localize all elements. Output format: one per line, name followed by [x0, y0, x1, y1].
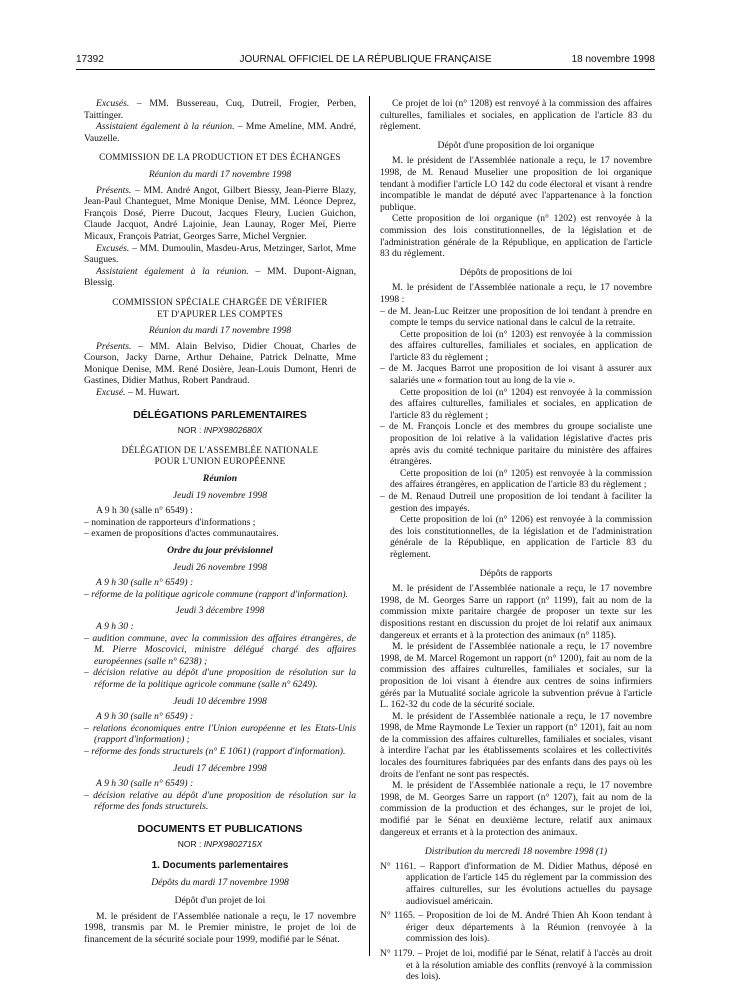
agenda-list: [84, 517, 356, 540]
meeting-time: A 9 h 30 :: [96, 620, 134, 632]
reunion-heading: Réunion: [202, 473, 238, 485]
right-column: [380, 98, 652, 983]
rapport-paragraph: M. le président de l'Assemblée nationale a reçu, le 17 novembre 1998, de M. Marcel Rogemont un rapport (n° 1200), fait au nom de la commission des affaires culturelles, familiales et sociales, sur la proposition de loi visant à étendre aux centres de soins infirmiers gérés par la Mutualité sociale agricole la subvention prévue à l'article L. 162-32 du code de la sécurité sociale.: [380, 641, 652, 711]
agenda-list: [84, 723, 356, 758]
agenda-item: – décision relative au dépôt d'une proposition de résolution sur la réforme des fonds structurels.: [84, 789, 356, 813]
nor-reference: [84, 425, 356, 437]
distribution-item: N° 1179. – Projet de loi, modifié par le Sénat, relatif à l'accès au droit et à la résolution amiable des conflits (renvoyé à la commission des lois).: [380, 947, 652, 983]
meeting-time: A 9 h 30 (salle n° 6549) :: [96, 577, 194, 589]
commission-speciale-title: [84, 297, 356, 320]
assistaient-text: – MM. Dupont-Aignan, Blessig.: [84, 265, 356, 289]
presents-lead: Présents.: [96, 184, 132, 196]
delegations-heading: DÉLÉGATIONS PARLEMENTAIRES: [133, 408, 307, 421]
agenda-list: [84, 589, 356, 601]
agenda-item: – nomination de rapporteurs d'informations ;: [84, 516, 256, 528]
excuses-paragraph: [84, 243, 356, 266]
proposition-renvoi: Cette proposition de loi (n° 1205) est renvoyée à la commission des affaires étrangères, en application de l'article 83 du règlement ;: [390, 467, 652, 491]
page-header: [76, 54, 655, 68]
assistaient-paragraph: [84, 121, 356, 144]
agenda-item: – réforme de la politique agricole commune (rapport d'information).: [84, 588, 348, 600]
excuses-text: – MM. Bussereau, Cuq, Dutreil, Frogier, Perben, Taittinger.: [84, 98, 356, 121]
proposition-renvoi: Cette proposition de loi (n° 1204) est renvoyée à la commission des affaires culturelles, familiales et sociales, en application de l'article 83 du règlement ;: [390, 386, 652, 421]
proposition-renvoi: Cette proposition de loi (n° 1203) est renvoyée à la commission des affaires culturelles, familiales et sociales, en application de l'article 83 du règlement ;: [390, 328, 652, 363]
nor-reference: [84, 839, 356, 851]
meeting-date: Jeudi 17 décembre 1998: [173, 762, 267, 774]
excuse-lead: Excusé.: [96, 387, 126, 399]
excuses-paragraph: [84, 98, 356, 121]
distribution-item: N° 1161. – Rapport d'information de M. Didier Mathus, déposé en application de l'article 145 du règlement par la commission des affaires culturelles, sur les évolutions actuelles du paysage audiovisuel américain.: [380, 860, 652, 907]
plo-renvoi: Cette proposition de loi organique (n° 1202) est renvoyée à la commission des lois constitutionnelles, de la législation et de l'administration générale de la République, en application de l'article 83 du règlement.: [380, 213, 652, 260]
left-column: [84, 98, 356, 946]
proposition-item: – de M. Renaud Dutreil une proposition de loi tendant à faciliter la gestion des impayés.: [380, 491, 652, 514]
delegation-title-line: DÉLÉGATION DE L'ASSEMBLÉE NATIONALE: [121, 444, 319, 455]
delegation-title-line: POUR L'UNION EUROPÉENNE: [154, 456, 286, 467]
rapport-paragraph: M. le président de l'Assemblée nationale a reçu, le 17 novembre 1998, de M. Georges Sarre un rapport (n° 1199), fait au nom de la commission mixte paritaire chargée de proposer un texte sur les dispositions restant en discussion du projet de loi relatif aux animaux dangereux et errants et à la protection des animaux (n° 1185).: [380, 583, 652, 641]
proposition-renvoi: Cette proposition de loi (n° 1206) est renvoyée à la commission des lois constitutionnelles, de la législation et de l'administration générale de la République, en application de l'article 83 du règlement.: [390, 514, 652, 560]
commission-speciale-title-line: ET D'APURER LES COMPTES: [157, 308, 283, 319]
presents-lead: Présents.: [96, 340, 132, 352]
distribution-list: [380, 861, 652, 983]
commission-speciale-title-line: COMMISSION SPÉCIALE CHARGÉE DE VÉRIFIER: [112, 296, 328, 307]
assistaient-lead: Assistaient également à la réunion.: [96, 265, 249, 277]
nor-label: NOR :: [177, 839, 204, 850]
assistaient-paragraph: [84, 266, 356, 289]
excuse-paragraph: [84, 387, 356, 399]
nor-code: INPX9802715X: [203, 839, 263, 850]
plo-text: M. le président de l'Assemblée nationale a reçu, le 17 novembre 1998, de M. Renaud Muselier une proposition de loi organique tendant à modifier l'article LO 142 du code électoral et visant à rendre incompatible le mandat de député avec l'appartenance à la fonction publique.: [380, 155, 652, 213]
pl-heading: Dépôts de propositions de loi: [459, 266, 573, 278]
distribution-heading: Distribution du mercredi 18 novembre 1998 (1): [424, 846, 608, 858]
depots-date: Dépôts du mardi 17 novembre 1998: [151, 876, 289, 888]
page-number: 17392: [76, 54, 104, 65]
proposition-item: – de M. Jean-Luc Reitzer une proposition de loi tendant à prendre en compte le temps du service national dans le calcul de la retraite.: [380, 305, 652, 329]
commission-speciale-date: Réunion du mardi 17 novembre 1998: [148, 325, 292, 337]
assistaient-text: – Mme Ameline, MM. André, Vauzelle.: [84, 121, 356, 144]
rapports-list: [380, 583, 652, 838]
presents-text: – MM. André Angot, Gilbert Biessy, Jean-Pierre Blazy, Jean-Paul Chanteguet, Mme Monique Denise, MM. Léonce Deprez, François Dosé, Pierre Ducout, Jacques Fleury, Lucien Guichon, Claude Jacquot, André Lajoinie, Jean Launay, Roger Meï, Pierre Micaux, François Patriat, Georges Sarre, Michel Vergnier.: [84, 184, 356, 242]
issue-date: 18 novembre 1998: [571, 54, 655, 65]
documents-heading: DOCUMENTS ET PUBLICATIONS: [137, 822, 303, 835]
renvoi-paragraph: Ce projet de loi (n° 1208) est renvoyé à la commission des affaires culturelles, familiales et sociales, en application de l'article 83 du règlement.: [380, 98, 652, 133]
meeting-time: A 9 h 30 (salle n° 6549) :: [96, 711, 194, 723]
rapports-heading: Dépôts de rapports: [479, 567, 553, 579]
meeting-date: Jeudi 19 novembre 1998: [172, 489, 268, 501]
presents-paragraph: [84, 185, 356, 243]
depot-projet-heading: Dépôt d'un projet de loi: [174, 895, 266, 907]
excuse-text: – M. Huwart.: [125, 387, 180, 399]
plo-heading: Dépôt d'une proposition de loi organique: [437, 139, 595, 151]
proposition-item: – de M. François Loncle et des membres du groupe socialiste une proposition de loi relative à la validation législative d'actes pris après avis du comité technique paritaire du ministère des affaires étrangères.: [380, 421, 652, 468]
commission-production-title: COMMISSION DE LA PRODUCTION ET DES ÉCHANGES: [99, 152, 341, 163]
header-rule: [76, 69, 655, 70]
agenda-list: [84, 790, 356, 813]
commission-production-date: Réunion du mardi 17 novembre 1998: [148, 168, 292, 180]
meeting-date: Jeudi 10 décembre 1998: [173, 695, 267, 707]
agenda-item: – relations économiques entre l'Union européenne et les Etats-Unis (rapport d'information) ;: [84, 722, 356, 746]
agenda-item: – réforme des fonds structurels (n° E 1061) (rapport d'information).: [84, 745, 346, 757]
column-divider: [369, 96, 370, 956]
proposition-item: – de M. Jacques Barrot une proposition de loi visant à assurer aux salariés une « formation tout au long de la vie ».: [380, 363, 652, 387]
pl-intro: M. le président de l'Assemblée nationale a reçu, le 17 novembre 1998 :: [380, 282, 652, 305]
nor-label: NOR :: [177, 425, 204, 436]
depot-projet-text: M. le président de l'Assemblée nationale a reçu, le 17 novembre 1998, transmis par M. le Premier ministre, le projet de loi de financement de la sécurité sociale pour 1999, modifié par le Sénat.: [84, 910, 356, 946]
excuses-lead: Excusés.: [96, 98, 130, 109]
nor-code: INPX9802680X: [203, 425, 263, 436]
presents-text: – MM. Alain Belviso, Didier Chouat, Charles de Courson, Jacky Darne, Arthur Dehaine, Patrick Delnatte, Mme Monique Denise, MM. René Dosière, Jean-Louis Dumont, Henri de Gastines, Didier Mathus, Robert Pandraud.: [84, 340, 356, 387]
journal-title: JOURNAL OFFICIEL DE LA RÉPUBLIQUE FRANÇAISE: [239, 54, 492, 65]
rapport-paragraph: M. le président de l'Assemblée nationale a reçu, le 17 novembre 1998, de M. Georges Sarre un rapport (n° 1207), fait au nom de la commission de la production et des échanges, sur le projet de loi, modifié par le Sénat en deuxième lecture, relatif aux animaux dangereux et errants et à la protection des animaux.: [380, 780, 652, 838]
agenda-item: – audition commune, avec la commission des affaires étrangères, de M. Pierre Moscovici, ministre délégué chargé des affaires européennes (salle n° 6238) ;: [84, 632, 356, 667]
distribution-item: N° 1165. – Proposition de loi de M. André Thien Ah Koon tendant à ériger deux départements à la Réunion (renvoyée à la commission des lois).: [380, 910, 652, 945]
excuses-lead: Excusés.: [96, 242, 130, 254]
proposition-list: [380, 306, 652, 561]
delegation-title: [84, 445, 356, 468]
presents-paragraph: [84, 341, 356, 387]
meeting-time: A 9 h 30 (salle n° 6549) :: [96, 505, 193, 517]
agenda-item: – décision relative au dépôt d'une proposition de résolution sur la réforme de la politique agricole commune (salle n° 6249).: [84, 667, 356, 690]
rapport-paragraph: M. le président de l'Assemblée nationale a reçu, le 17 novembre 1998, de Mme Raymonde Le Texier un rapport (n° 1201), fait au nom de la commission des affaires culturelles, familiales et sociales, visant à interdire l'achat par les établissements scolaires et les collectivités locales des fournitures fabriquées par des enfants dans des pays où les droits de l'enfant ne sont pas respectés.: [380, 710, 652, 780]
assistaient-lead: Assistaient également à la réunion.: [96, 121, 235, 133]
excuses-text: – MM. Dumoulin, Masdeu-Arus, Metzinger, Sarlot, Mme Saugues.: [84, 242, 356, 266]
meeting-date: Jeudi 26 novembre 1998: [172, 561, 268, 573]
meeting-time: A 9 h 30 (salle n° 6549) :: [96, 778, 194, 790]
documents-parlementaires-heading: 1. Documents parlementaires: [151, 860, 289, 872]
agenda-list: [84, 633, 356, 691]
agenda-item: – examen de propositions d'actes communautaires.: [84, 528, 279, 540]
ordre-du-jour-heading: Ordre du jour prévisionnel: [167, 545, 273, 556]
meeting-date: Jeudi 3 décembre 1998: [175, 605, 265, 617]
